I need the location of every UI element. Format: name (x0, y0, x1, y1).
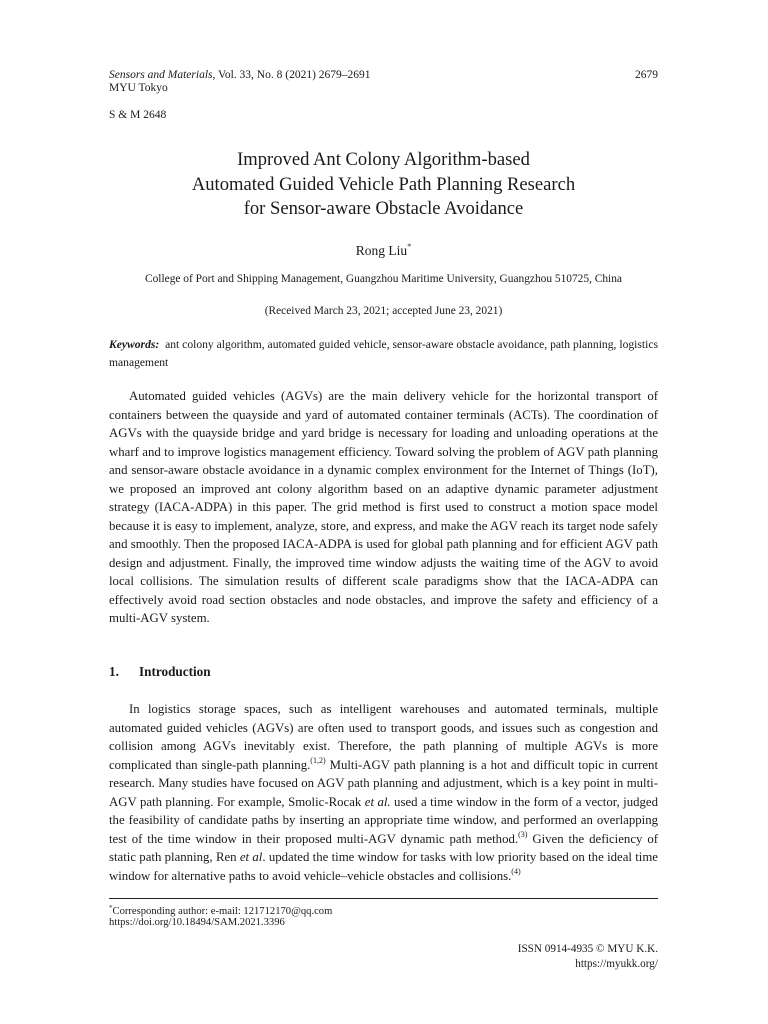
author-name: Rong Liu (355, 243, 408, 258)
affiliation: College of Port and Shipping Management, Guangzhou Maritime University, Guangzhou 510725, China (145, 273, 622, 285)
page-number: 2679 (635, 69, 658, 81)
publisher: MYU Tokyo (109, 82, 168, 94)
et-al: et al. (364, 794, 391, 809)
intro-text: Multi-AGV path planning is a hot and difficult topic in current research. Many studies have focused on AGV path planning and adjustment, which is a key point in multi-AGV path planning. For example, Smolic-Rocak (109, 757, 659, 809)
citation: (1,2) (310, 755, 326, 765)
author (109, 238, 658, 260)
intro-text: . updated the time window for tasks with low priority based on the ideal time window for alternative paths to avoid vehicle–vehicle obstacles and collisions. (109, 850, 658, 883)
intro-text: used a time window in the form of a vector, judged the feasibility of candidate paths by inserting an appropriate time window, and performed an overlapping test of the time window in their proposed multi-AGV dynamic path method. (109, 794, 658, 846)
issn: ISSN 0914-4935 © MYU K.K. (517, 943, 658, 955)
doi-link[interactable]: https://doi.org/10.18494/SAM.2021.3396 (109, 917, 285, 928)
journal-name: Sensors and Materials (109, 69, 213, 81)
section-title: Introduction (139, 664, 211, 679)
footnote-mark: * (109, 904, 113, 912)
author-mark: * (407, 242, 412, 251)
intro-text: In logistics storage spaces, such as intelligent warehouses and automated terminals, multiple automated guided vehicles (AGVs) are often used to transport goods, and issues such as congestion and collision among AGVs inevitably exist. Therefore, the path planning of multiple AGVs is more complicated than single-path planning. (109, 702, 658, 772)
keywords-label: Keywords: (109, 338, 160, 351)
keywords (109, 336, 658, 372)
intro-text: Given the deficiency of static path planning, Ren (109, 831, 658, 864)
title-line: for Sensor-aware Obstacle Avoidance (243, 198, 524, 219)
keywords-text: ant colony algorithm, automated guided vehicle, sensor-aware obstacle avoidance, path planning, logistics management (109, 338, 658, 369)
journal-volume-info: , Vol. 33, No. 8 (2021) 2679–2691 (212, 69, 371, 81)
received-dates: (Received March 23, 2021; accepted June 23, 2021) (264, 305, 503, 317)
article-code: S & M 2648 (109, 109, 167, 121)
paper-title (109, 148, 658, 222)
et-al: et al (239, 850, 263, 864)
publisher-url[interactable]: https://myukk.org/ (575, 958, 658, 970)
footnote-divider (109, 898, 658, 899)
title-line: Automated Guided Vehicle Path Planning Research (191, 173, 576, 195)
citation: (4) (511, 866, 521, 876)
section-number: 1. (109, 664, 119, 679)
section-heading (109, 663, 211, 681)
corresponding-author: Corresponding author: e-mail: 121712170@qq.com (112, 906, 333, 917)
intro-paragraph (109, 700, 658, 885)
citation: (3) (518, 829, 528, 839)
abstract: Automated guided vehicles (AGVs) are the main delivery vehicle for the horizontal transport of containers between the quayside and yard of automated container terminals (ACTs). The coordination of AGVs with the quayside bridge and yard bridge is necessary for loading and unloading operations at the wharf and to improve logistics management efficiency. Toward solving the problem of AGV path planning and sensor-aware obstacle avoidance in a dynamic complex environment for the Internet of Things (IoT), we proposed an improved ant colony algorithm based on an adaptive dynamic parameter adjustment strategy (IACA-ADPA) in this paper. The grid method is first used to construct a motion space model because it is easy to implement, analyze, store, and express, and make the AGV reach its target node safely and smoothly. Then the proposed IACA-ADPA is used for global path planning and for efficient AGV path design and adjustment. Finally, the improved time window adjusts the waiting time of the AGV to avoid local collisions. The simulation results of different scale paradigms show that the IACA-ADPA can effectively avoid road section obstacles and node obstacles, and improve the safety and efficiency of a multi-AGV system. (109, 389, 658, 625)
title-line: Improved Ant Colony Algorithm-based (237, 149, 530, 170)
